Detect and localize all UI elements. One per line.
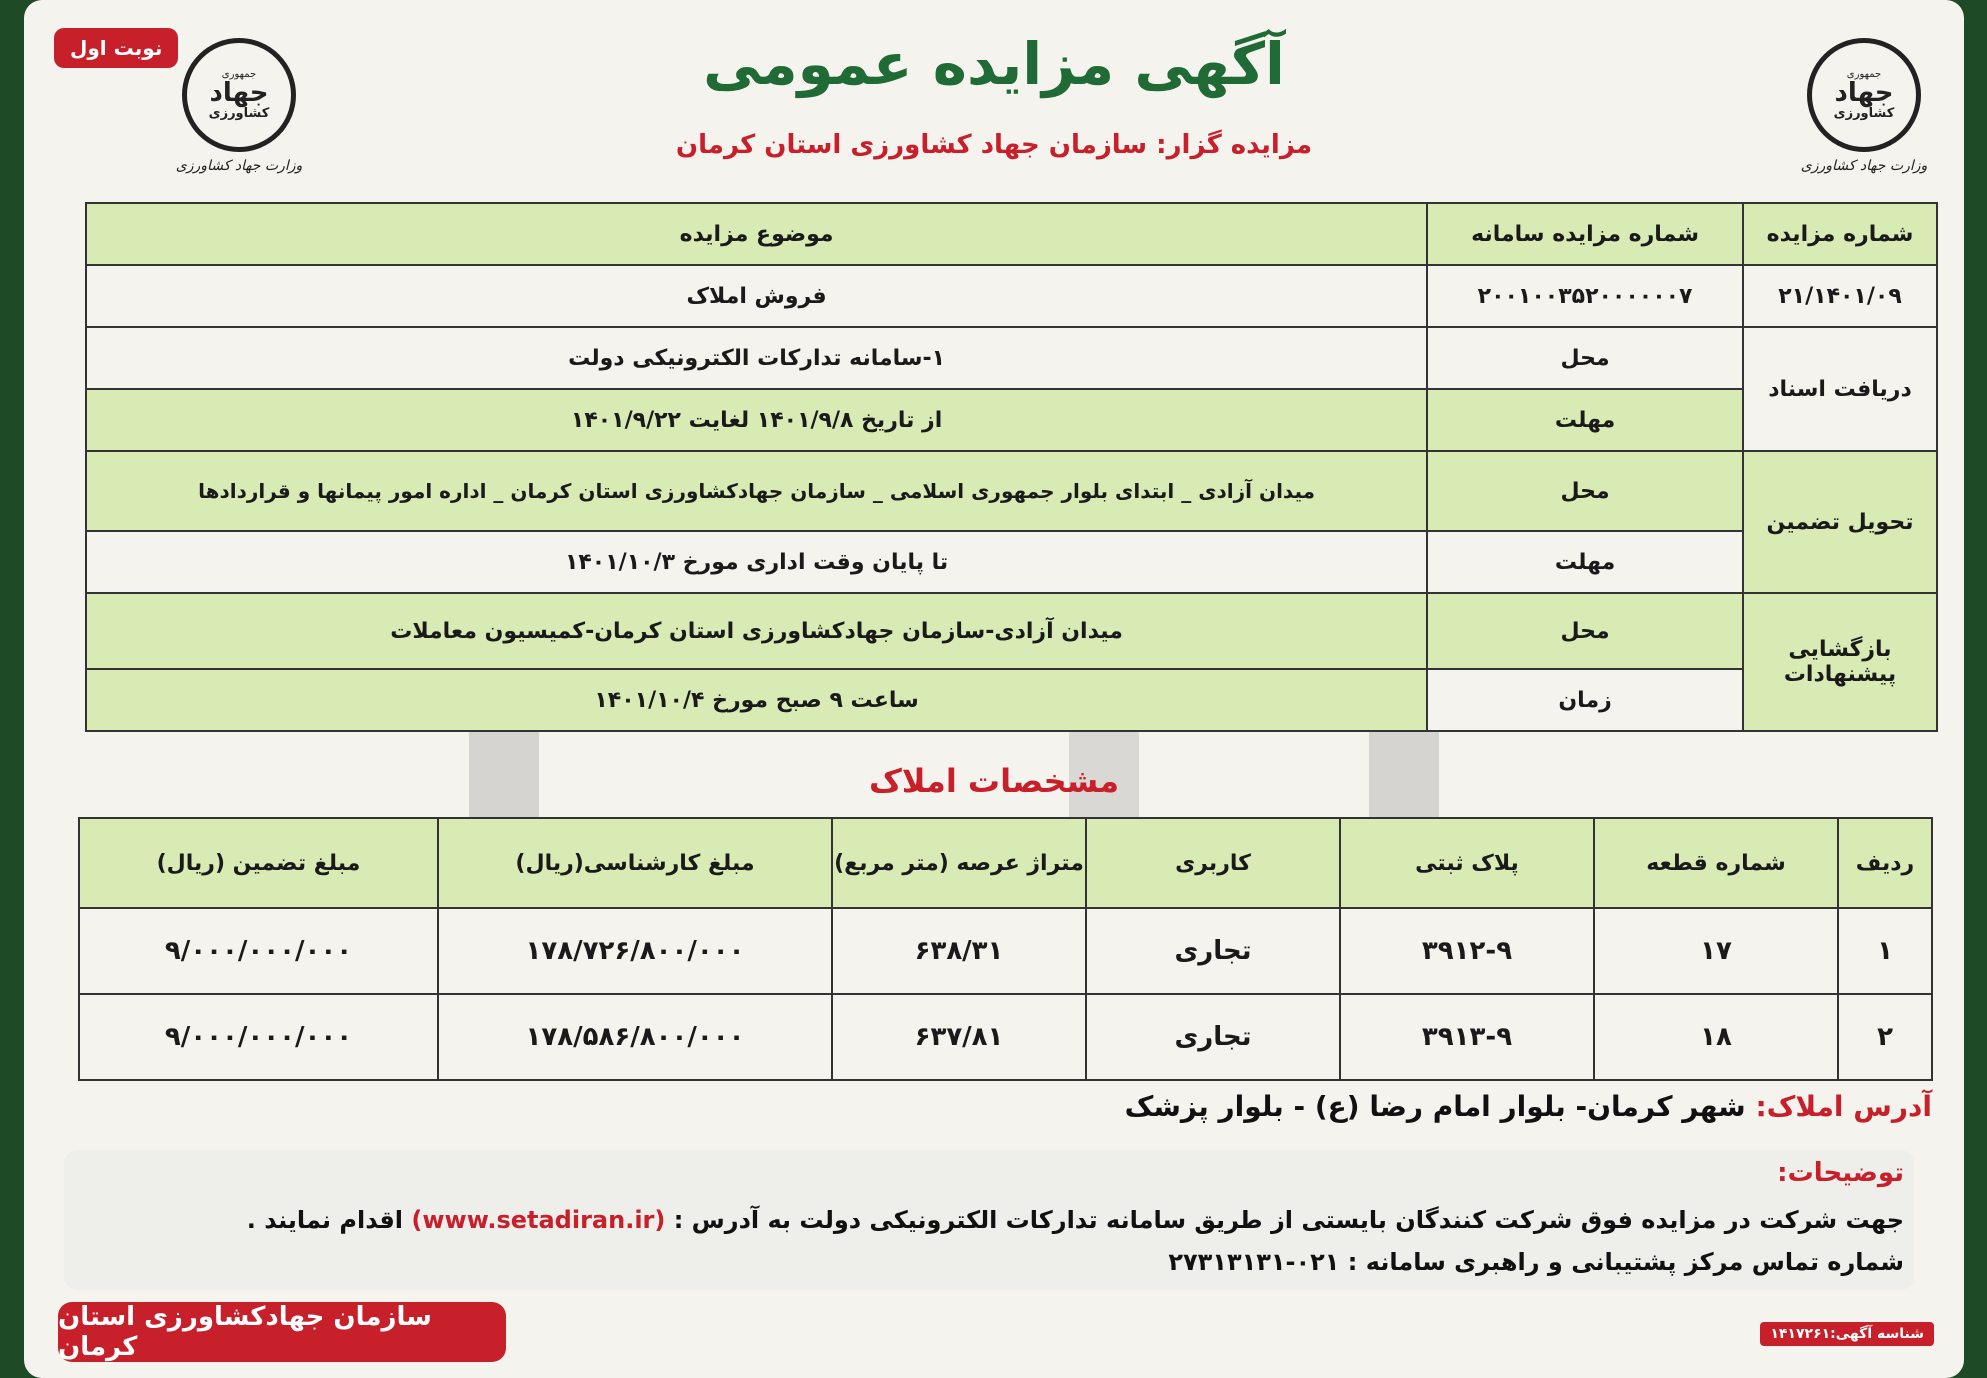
guarantee-deadline: تا پایان وقت اداری مورخ ۱۴۰۱/۱۰/۳	[86, 531, 1427, 593]
cell-appraisal: ۱۷۸/۷۲۶/۸۰۰/۰۰۰	[438, 908, 832, 994]
cell-usage: تجاری	[1086, 994, 1340, 1080]
auction-info-table	[85, 202, 1938, 732]
time-label: زمان	[1427, 669, 1743, 731]
cell-guarantee: ۹/۰۰۰/۰۰۰/۰۰۰	[79, 994, 438, 1080]
documents-deadline: از تاریخ ۱۴۰۱/۹/۸ لغایت ۱۴۰۱/۹/۲۲	[86, 389, 1427, 451]
auctioneer-subtitle: مزایده گزار: سازمان جهاد کشاورزی استان کرمان	[675, 130, 1313, 160]
cell-registration-plate: ۳۹۱۳-۹	[1340, 994, 1594, 1080]
cell-plot-number: ۱۸	[1594, 994, 1838, 1080]
page-title: آگهی مزایده عمومی	[703, 30, 1285, 98]
setadiran-link[interactable]: (www.setadiran.ir)	[411, 1206, 666, 1234]
column-header: شماره قطعه	[1594, 818, 1838, 908]
auction-subject: فروش املاک	[86, 265, 1427, 327]
table-row	[79, 994, 1932, 1080]
cell-usage: تجاری	[1086, 908, 1340, 994]
group-opening: بازگشایی پیشنهادات	[1743, 593, 1937, 731]
property-address	[1125, 1090, 1932, 1123]
jihad-seal-icon: جمهوری جهاد کشاورزی	[182, 38, 296, 152]
place-label: محل	[1427, 593, 1743, 669]
deadline-label: مهلت	[1427, 389, 1743, 451]
jihad-seal-icon: جمهوری جهاد کشاورزی	[1807, 38, 1921, 152]
column-header: مبلغ کارشناسی(ریال)	[438, 818, 832, 908]
footer-org-banner: سازمان جهادکشاورزی استان کرمان	[58, 1302, 506, 1362]
notes-title: توضیحات:	[1777, 1158, 1904, 1188]
group-guarantee: تحویل تضمین	[1743, 451, 1937, 593]
address-label: آدرس املاک:	[1755, 1090, 1932, 1123]
notes-line-1: جهت شرکت در مزایده فوق شرکت کنندگان بایستی از طریق سامانه تدارکات الکترونیکی دولت به آدرس : (www.setadiran.ir) اقدام نمایند .	[246, 1206, 1904, 1234]
cell-appraisal: ۱۷۸/۵۸۶/۸۰۰/۰۰۰	[438, 994, 832, 1080]
properties-title: مشخصات املاک	[868, 762, 1120, 800]
cell-area: ۶۳۷/۸۱	[832, 994, 1086, 1080]
column-header: مبلغ تضمین (ریال)	[79, 818, 438, 908]
cell-row-number: ۲	[1838, 994, 1932, 1080]
cell-registration-plate: ۳۹۱۲-۹	[1340, 908, 1594, 994]
column-header: متراژ عرصه (متر مربع)	[832, 818, 1086, 908]
cell-guarantee: ۹/۰۰۰/۰۰۰/۰۰۰	[79, 908, 438, 994]
opening-place: میدان آزادی-سازمان جهادکشاورزی استان کرمان-کمیسیون معاملات	[86, 593, 1427, 669]
header-subject: موضوع مزایده	[86, 203, 1427, 265]
notes-box	[64, 1150, 1914, 1290]
place-label: محل	[1427, 451, 1743, 531]
notes-line-2: شماره تماس مرکز پشتیبانی و راهبری سامانه : ۰۲۱-۲۷۳۱۳۱۳۱	[1168, 1248, 1904, 1276]
documents-place: ۱-سامانه تدارکات الکترونیکی دولت	[86, 327, 1427, 389]
logo-caption: وزارت جهاد کشاورزی	[1800, 158, 1928, 174]
column-header: کاربری	[1086, 818, 1340, 908]
system-number: ۲۰۰۱۰۰۳۵۲۰۰۰۰۰۰۷	[1427, 265, 1743, 327]
deadline-label: مهلت	[1427, 531, 1743, 593]
advertisement-page	[24, 0, 1964, 1378]
opening-time: ساعت ۹ صبح مورخ ۱۴۰۱/۱۰/۴	[86, 669, 1427, 731]
auction-number: ۲۱/۱۴۰۱/۰۹	[1743, 265, 1937, 327]
logo-caption: وزارت جهاد کشاورزی	[175, 158, 303, 174]
cell-row-number: ۱	[1838, 908, 1932, 994]
group-documents: دریافت اسناد	[1743, 327, 1937, 451]
place-label: محل	[1427, 327, 1743, 389]
publication-badge: نوبت اول	[54, 28, 178, 68]
address-value: شهر کرمان- بلوار امام رضا (ع) - بلوار پزشک	[1124, 1090, 1746, 1123]
cell-area: ۶۳۸/۳۱	[832, 908, 1086, 994]
cell-plot-number: ۱۷	[1594, 908, 1838, 994]
table-row	[79, 908, 1932, 994]
ad-id-badge: شناسه آگهی:۱۴۱۷۲۶۱	[1760, 1322, 1934, 1346]
column-header: پلاک ثبتی	[1340, 818, 1594, 908]
header-system-number: شماره مزایده سامانه	[1427, 203, 1743, 265]
header-auction-number: شماره مزایده	[1743, 203, 1937, 265]
column-header: ردیف	[1838, 818, 1932, 908]
properties-table	[78, 817, 1933, 1081]
guarantee-place: میدان آزادی _ ابتدای بلوار جمهوری اسلامی _ سازمان جهادکشاورزی استان کرمان _ اداره امور پیمانها و قراردادها	[86, 451, 1427, 531]
